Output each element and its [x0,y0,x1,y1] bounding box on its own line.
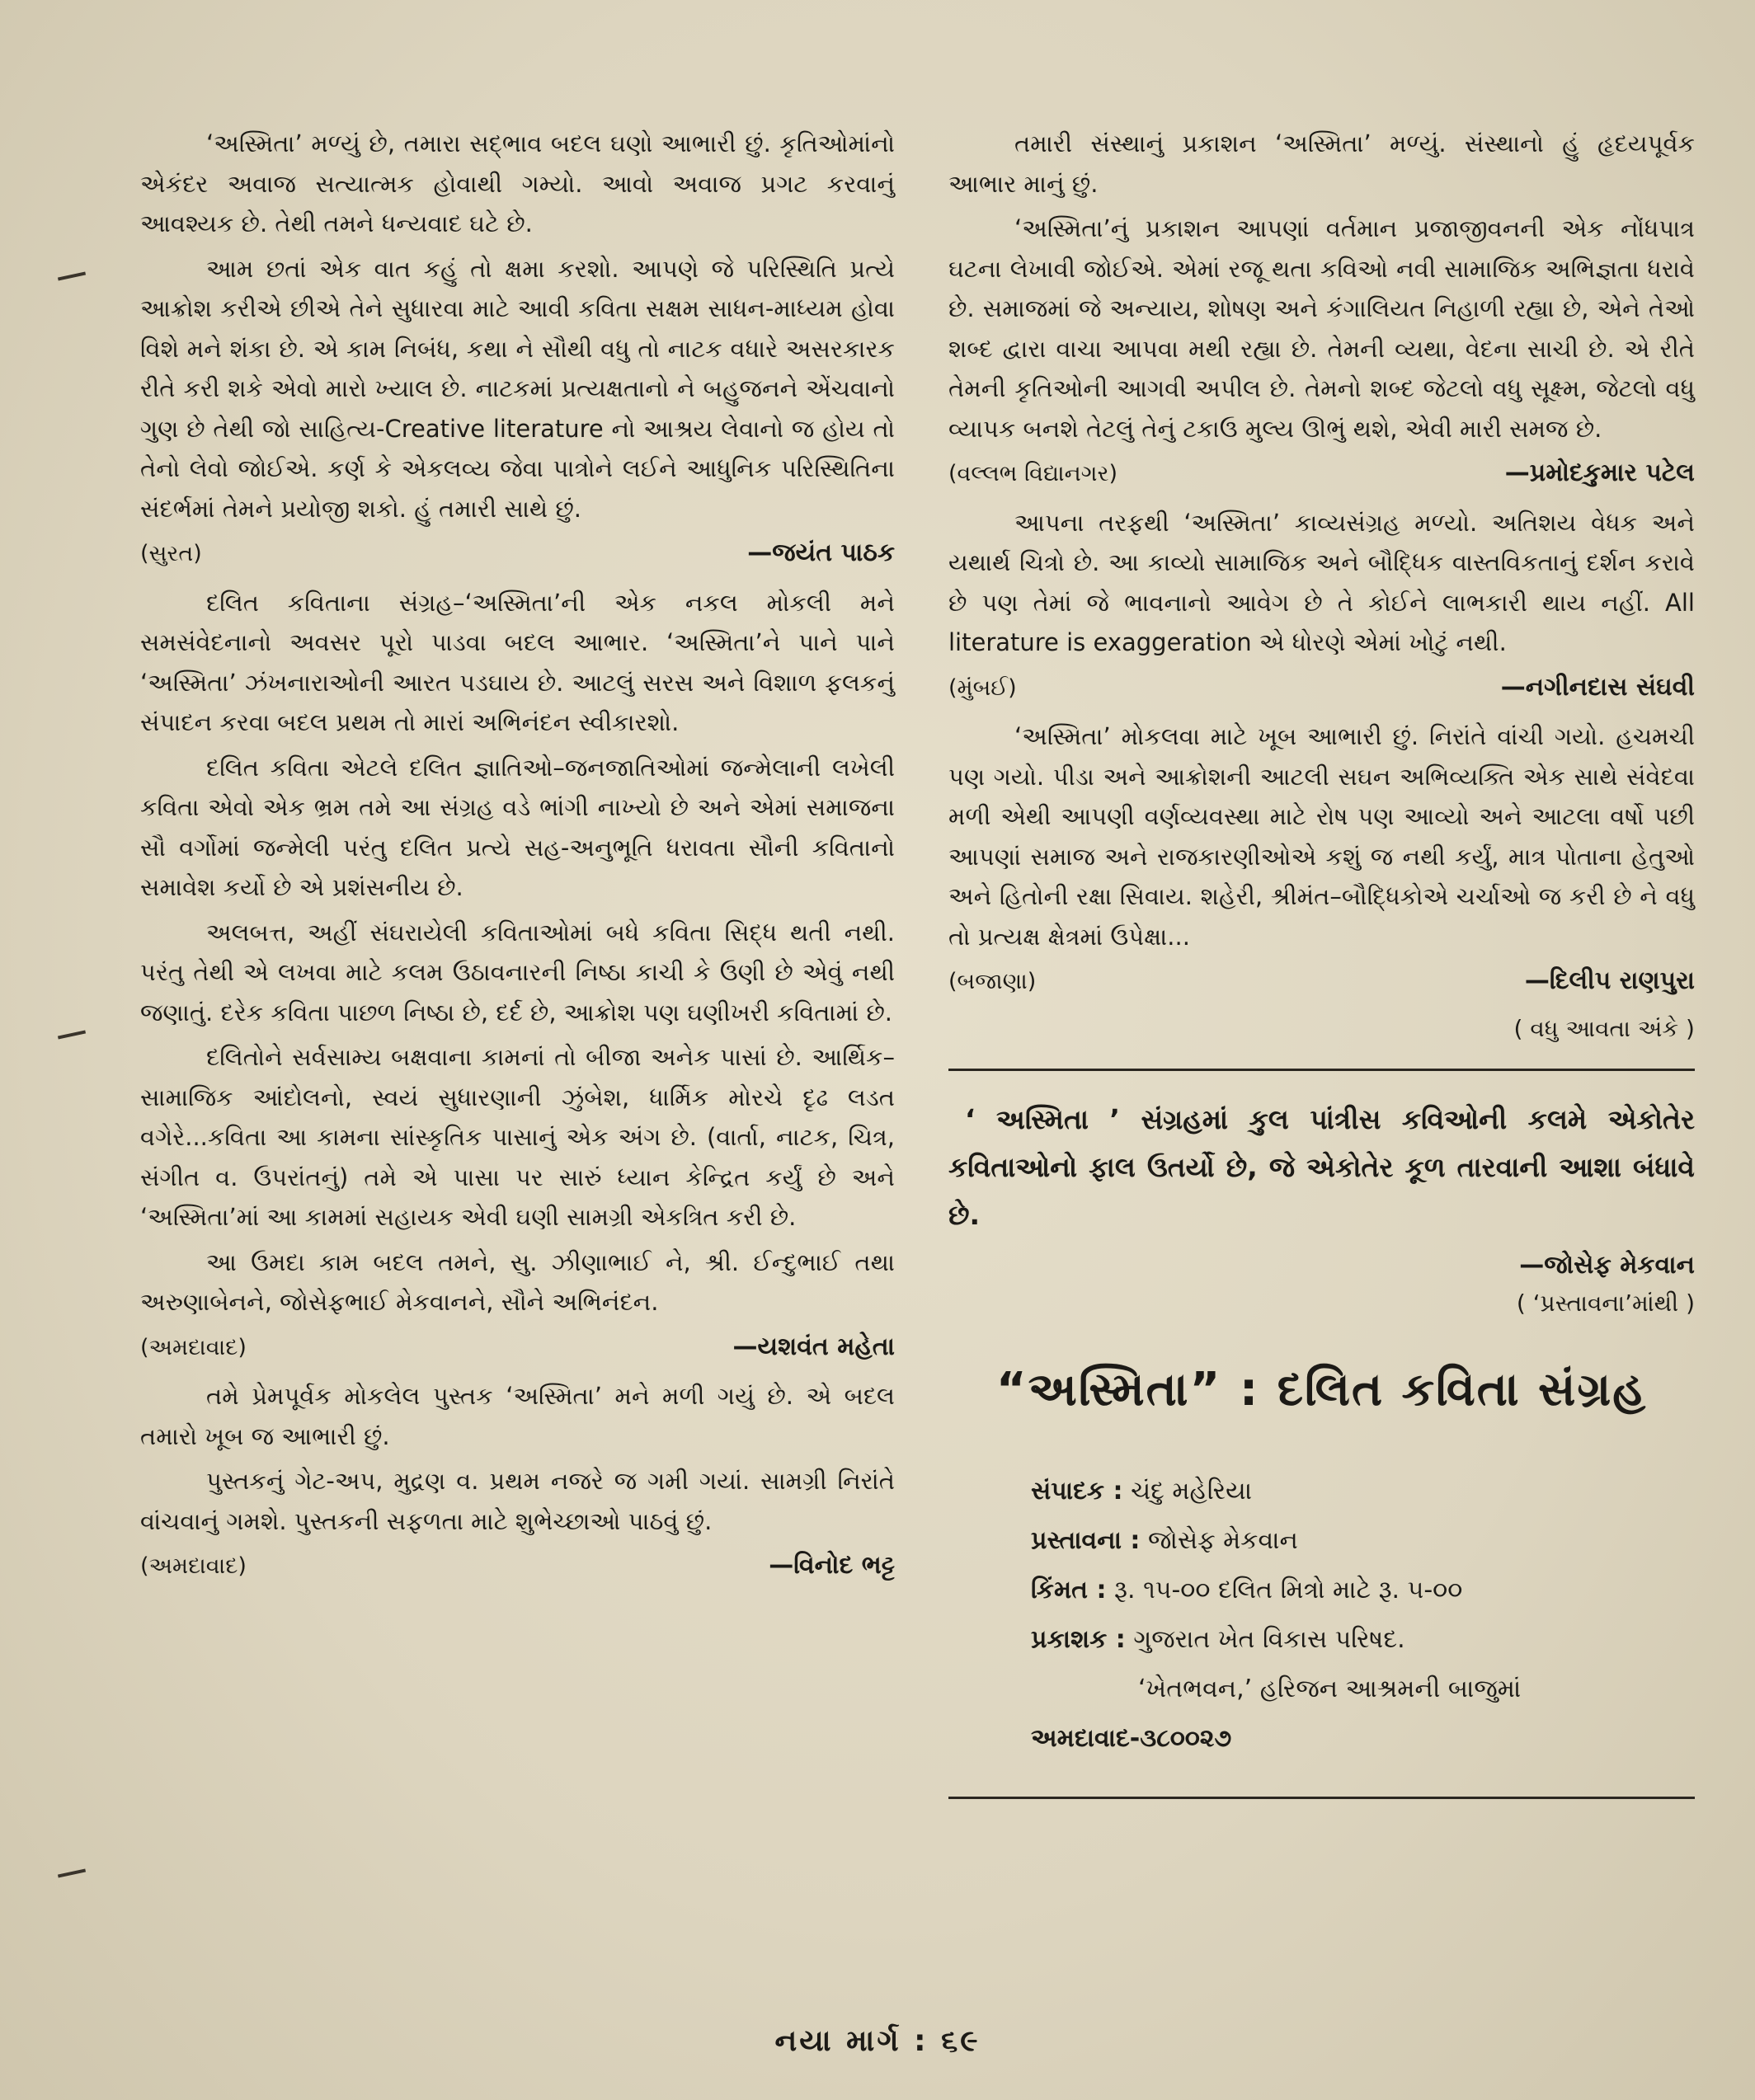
address-line-1: ‘ખેતભવન,’ હરિજન આશ્રમની બાજુમાં [1138,1675,1522,1703]
publisher-row [1031,1615,1695,1665]
continued-note: ( વધુ આવતા અંકે ) [1513,1014,1695,1042]
book-title: “અસ્મિતા” : દલિત કવિતા સંગ્રહ [995,1363,1648,1416]
preface-author: જોસેફ મેકવાન [1147,1526,1298,1555]
section-divider [948,1069,1695,1071]
letter-paragraph: આ ઉમદા કામ બદલ તમને, સુ. ઝીણાભાઈ ને, શ્રી. ઈન્દુભાઈ તથા અરુણાબેનને, જોસેફભાઈ મેકવાનને, સૌને અભિનંદન. [140,1247,895,1316]
address-line-2: અમદાવાદ-૩૮૦૦૨૭ [1031,1724,1232,1753]
editor-label: સંપાદક : [1031,1477,1123,1506]
signature-row [948,453,1695,495]
letter-paragraph: અલબત્ત, અહીં સંઘરાયેલી કવિતાઓમાં બધે કવિતા સિદ્ધ થતી નથી. પરંતુ તેથી એ લખવા માટે કલમ ઉઠાવનારની નિષ્ઠા કાચી કે ઉણી છે એવું નથી જણાતું. દરેક કવિતા પાછળ નિષ્ઠા છે, દર્દ છે, આક્રોશ પણ ઘણીખરી કવિતામાં છે. [140,918,895,1027]
letter-paragraph: દલિતોને સર્વસામ્ય બક્ષવાના કામનાં તો બીજા અનેક પાસાં છે. આર્થિક–સામાજિક આંદોલનો, સ્વયં સુધારણાની ઝુંબેશ, ધાર્મિક મોરચે દૃઢ લડત વગેરે...કવિતા આ કામના સાંસ્કૃતિક પાસાનું એક અંગ છે. (વાર્તા, નાટક, ચિત્ર, સંગીત વ. ઉપરાંતનું) તમે એ પાસા પર સારું ધ્યાન કેન્દ્રિત કર્યું છે અને ‘અસ્મિતા’માં આ કામમાં સહાયક એવી ઘણી સામગ્રી એકત્રિત કરી છે. [140,1043,895,1231]
signature-row [140,1546,895,1587]
binding-mark [58,1031,86,1040]
price-label: કિંમત : [1031,1576,1107,1604]
letter-paragraph: આપના તરફથી ‘અસ્મિતા’ કાવ્યસંગ્રહ મળ્યો. અતિશય વેધક અને યથાર્થ ચિત્રો છે. આ કાવ્યો સામાજિક અને બૌદ્ધિક વાસ્તવિકતાનું દર્શન કરાવે છે પણ તેમાં જે ભાવનાનો આવેગ છે તે કોઈને લાભકારી થાય નહીં. All literature is exaggeration એ ધોરણે એમાં ખોટું નથી. [948,508,1695,656]
signature-name: —દિલીપ રાણપુરા [1524,966,1695,995]
signature-name: —પ્રમોદકુમાર પટેલ [1504,458,1695,487]
letter-paragraph: તમારી સંસ્થાનું પ્રકાશન ‘અસ્મિતા’ મળ્યું. સંસ્થાનો હું હૃદયપૂર્વક આભાર માનું છું. [948,129,1695,198]
bottom-divider [948,1797,1695,1799]
editor-row [1031,1467,1695,1516]
price-row [1031,1566,1695,1615]
signature-name: —વિનોદ ભટ્ટ [769,1551,895,1580]
signature-name: —જયંત પાઠક [747,538,895,567]
publisher-label: પ્રકાશક : [1031,1625,1126,1654]
signature-place: (સુરત) [140,541,202,566]
letter-paragraph: તમે પ્રેમપૂર્વક મોકલેલ પુસ્તક ‘અસ્મિતા’ મને મળી ગયું છે. એ બદલ તમારો ખૂબ જ આભારી છું. [140,1382,895,1450]
signature-row [948,668,1695,709]
preface-row [1031,1516,1695,1566]
signature-row [140,533,895,575]
signature-place: (અમદાવાદ) [140,1334,247,1360]
right-column [948,124,1695,1824]
signature-row [140,1327,895,1369]
signature-place: (અમદાવાદ) [140,1553,247,1579]
letter-paragraph: ‘અસ્મિતા’નું પ્રકાશન આપણાં વર્તમાન પ્રજાજીવનની એક નોંધપાત્ર ઘટના લેખાવી જોઈએ. એમાં રજૂ થતા કવિઓ નવી સામાજિક અભિજ્ઞતા ધરાવે છે. સમાજમાં જે અન્યાય, શોષણ અને કંગાલિયત નિહાળી રહ્યા છે, એને તેઓ શબ્દ દ્વારા વાચા આપવા મથી રહ્યા છે. તેમની વ્યથા, વેદના સાચી છે. એ રીતે તેમની કૃતિઓની આગવી અપીલ છે. તેમનો શબ્દ જેટલો વધુ સૂક્ષ્મ, જેટલો વધુ વ્યાપક બનશે તેટલું તેનું ટકાઉ મુલ્ય ઊભું થશે, એવી મારી સમજ છે. [948,214,1695,443]
letter-paragraph: દલિત કવિતાના સંગ્રહ–‘અસ્મિતા’ની એક નકલ મોકલી મને સમસંવેદનાનો અવસર પૂરો પાડવા બદલ આભાર. ‘અસ્મિતા’ને પાને પાને ‘અસ્મિતા’ ઝંખનારાઓની આરત પડઘાય છે. આટલું સરસ અને વિશાળ ફલકનું સંપાદન કરવા બદલ પ્રથમ તો મારાં અભિનંદન સ્વીકારશો. [140,588,895,736]
letter-paragraph: દલિત કવિતા એટલે દલિત જ્ઞાતિઓ–જનજાતિઓમાં જન્મેલાની લખેલી કવિતા એવો એક ભ્રમ તમે આ સંગ્રહ વડે ભાંગી નાખ્યો છે અને એમાં સમાજના સૌ વર્ગોમાં જન્મેલી પરંતુ દલિત પ્રત્યે સહ-અનુભૂતિ ધરાવતા સૌની કવિતાનો સમાવેશ કર્યો છે એ પ્રશંસનીય છે. [140,753,895,901]
publisher-name: ગુજરાત ખેત વિકાસ પરિષદ. [1133,1625,1405,1654]
signature-place: (વલ્લભ વિદ્યાનગર) [948,461,1117,486]
letter-paragraph: ‘અસ્મિતા’ મોકલવા માટે ખૂબ આભારી છું. નિરાંતે વાંચી ગયો. હચમચી પણ ગયો. પીડા અને આક્રોશની આટલી સઘન અભિવ્યક્તિ એક સાથે સંવેદવા મળી એથી આપણી વર્ણવ્યવસ્થા માટે રોષ પણ આવ્યો અને આટલા વર્ષો પછી આપણાં સમાજ અને રાજકારણીઓએ કશું જ નથી કર્યું, માત્ર પોતાના હેતુઓ અને હિતોની રક્ષા સિવાય. શહેરી, શ્રીમંત–બૌદ્ધિકોએ ચર્ચાઓ જ કરી છે ને વધુ તો પ્રત્યક્ષ ક્ષેત્રમાં ઉપેક્ષા... [948,722,1695,951]
letter-paragraph: ‘અસ્મિતા’ મળ્યું છે, તમારા સદ્ભાવ બદલ ઘણો આભારી છું. કૃતિઓમાંનો એકંદર અવાજ સત્યાત્મક હોવાથી ગમ્યો. આવો અવાજ પ્રગટ કરવાનું આવશ્યક છે. તેથી તમને ધન્યવાદ ઘટે છે. [140,129,895,237]
letter-paragraph: આમ છતાં એક વાત કહું તો ક્ષમા કરશો. આપણે જે પરિસ્થિતિ પ્રત્યે આક્રોશ કરીએ છીએ તેને સુધારવા માટે આવી કવિતા સક્ષમ સાધન-માધ્યમ હોવા વિશે મને શંકા છે. એ કામ નિબંધ, કથા ને સૌથી વધુ તો નાટક વધારે અસરકારક રીતે કરી શકે એવો મારો ખ્યાલ છે. નાટકમાં પ્રત્યક્ષતાનો ને બહુજનને એંચવાનો ગુણ છે તેથી જો સાહિત્ય-Creative literature નો આશ્રય લેવાનો જ હોય તો તેનો લેવો જોઈએ. કર્ણ કે એકલવ્ય જેવા પાત્રોને લઈને આધુનિક પરિસ્થિતિના સંદર્ભમાં તેમને પ્રયોજી શકો. હું તમારી સાથે છું. [140,254,895,523]
quote-author-row [948,1246,1695,1286]
quote-source: ( ‘પ્રસ્તાવના’માંથી ) [1516,1290,1695,1317]
signature-place: (બજાણા) [948,969,1037,994]
page-footer: નયા માર્ગ : ૬૯ [774,2024,981,2058]
binding-mark [58,1869,86,1878]
editor-name: ચંદુ મહેરિયા [1131,1477,1253,1506]
signature-row [948,961,1695,1003]
right-letters [948,124,1695,1003]
preface-quote: ‘ અસ્મિતા ’ સંગ્રહમાં કુલ પાંત્રીસ કવિઓની કલમે એકોતેર કવિતાઓનો ફાલ ઉતર્યો છે, જે એકોતેર કૂળ તારવાની આશા બંધાવે છે. [948,1102,1695,1231]
price-value: રૂ. ૧૫-૦૦ દલિત મિત્રો માટે રૂ. ૫-૦૦ [1114,1576,1463,1604]
signature-place: (મુંબઈ) [948,674,1017,701]
quote-author: —જોસેફ મેકવાન [1519,1250,1695,1280]
left-column [140,124,895,1595]
preface-label: પ્રસ્તાવના : [1031,1526,1141,1555]
letter-paragraph: પુસ્તકનું ગેટ-અપ, મુદ્રણ વ. પ્રથમ નજરે જ ગમી ગયાં. સામગ્રી નિરાંતે વાંચવાનું ગમશે. પુસ્તકની સફળતા માટે શુભેચ્છાઓ પાઠવું છું. [140,1467,895,1535]
signature-name: —નગીનદાસ સંઘવી [1500,672,1695,702]
signature-name: —યશવંત મહેતા [732,1332,895,1361]
binding-mark [58,272,86,281]
